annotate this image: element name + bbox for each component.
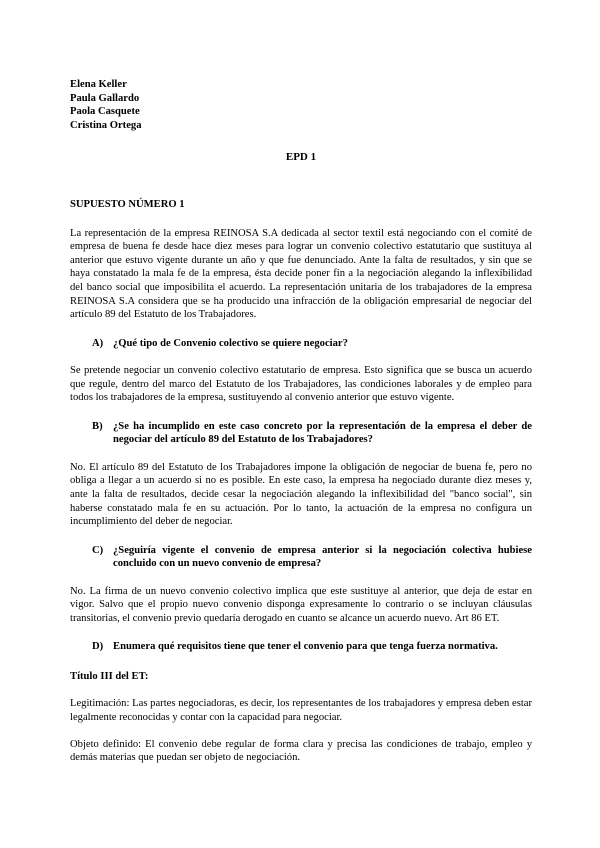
answer-paragraph-b: No. El artículo 89 del Estatuto de los Trabajadores impone la obligación de negociar de buena fe, pero no obliga a llegar a un acuerdo si no es posible. En este caso, la empresa ha negociado durante diez meses y, ante la falta de resultados, decide cesar la negociación alegando la inflexibilidad del "banco social", sin haberse constatado mala fe en su actuación. Por lo tanto, la actuación de la empresa no configura un incumplimiento del deber de negociar. <box>70 461 532 528</box>
answer-paragraph-a: Se pretende negociar un convenio colectivo estatutario de empresa. Esto significa que se busca un acuerdo que regule, dentro del marco del Estatuto de los Trabajadores, las condiciones laborales y de empleo para todos los trabajadores de la empresa, sustituyendo al convenio anterior que estuvo vigente. <box>70 365 532 404</box>
author-line: Paula Gallardo <box>70 92 140 104</box>
body-paragraph-legitimacion: Legitimación: Las partes negociadoras, es decir, los representantes de los trabajadores y empresa deben estar legalmente reconocidas y contar con la capacidad para negociar. <box>70 698 532 724</box>
question-label: D) <box>92 641 104 653</box>
author-line: Paola Casquete <box>70 106 140 118</box>
author-line: Elena Keller <box>70 79 127 90</box>
question-d <box>92 640 532 654</box>
section-heading: SUPUESTO NÚMERO 1 <box>70 199 185 211</box>
question-b <box>92 420 532 447</box>
body-paragraph-objeto: Objeto definido: El convenio debe regular de forma clara y precisa las condiciones de trabajo, empleo y demás materias que puedan ser objeto de negociación. <box>70 738 532 764</box>
question-text: ¿Qué tipo de Convenio colectivo se quiere negociar? <box>113 337 348 349</box>
intro-paragraph: La representación de la empresa REINOSA S.A dedicada al sector textil está negociando con el comité de empresa de buena fe desde hace diez meses para lograr un convenio colectivo estatutario que sustituya al anterior que estuvo vigente durante un año y que fue denunciado. Ante la falta de resultados, y sin que se haya constatado la mala fe de la empresa, ésta decide poner fin a la negociación alegando la inflexibilidad del banco social que imposibilita el acuerdo. La representación unitaria de los trabajadores de la empresa REINOSA S.A considera que se ha producido una infracción de la obligación empresarial de negociar del artículo 89 del Estatuto de los Trabajadores. <box>70 227 532 321</box>
question-text: Enumera qué requisitos tiene que tener el convenio para que tenga fuerza normativa. <box>113 641 498 653</box>
question-text: ¿Seguiría vigente el convenio de empresa anterior si la negociación colectiva hubiese concluido con un nuevo convenio de empresa? <box>113 544 532 570</box>
author-list <box>70 78 532 132</box>
answer-paragraph-c: No. La firma de un nuevo convenio colectivo implica que este sustituye al anterior, que deja de estar en vigor. Salvo que el propio nuevo convenio disponga expresamente lo contrario o se incluyan cláusulas transitorias, el convenio previo quedaría derogado en cuanto se alcance un acuerdo nuevo. Art 86 ET. <box>70 585 532 624</box>
subsection-heading: Título III del ET: <box>70 670 149 682</box>
question-a <box>92 337 532 351</box>
question-label: C) <box>92 544 104 556</box>
question-c <box>92 544 532 571</box>
question-label: B) <box>92 420 103 432</box>
document-title: EPD 1 <box>285 151 317 164</box>
author-line: Cristina Ortega <box>70 119 142 131</box>
question-label: A) <box>92 337 104 349</box>
question-text: ¿Se ha incumplido en este caso concreto por la representación de la empresa el deber de negociar del artículo 89 del Estatuto de los Trabajadores? <box>113 420 532 446</box>
